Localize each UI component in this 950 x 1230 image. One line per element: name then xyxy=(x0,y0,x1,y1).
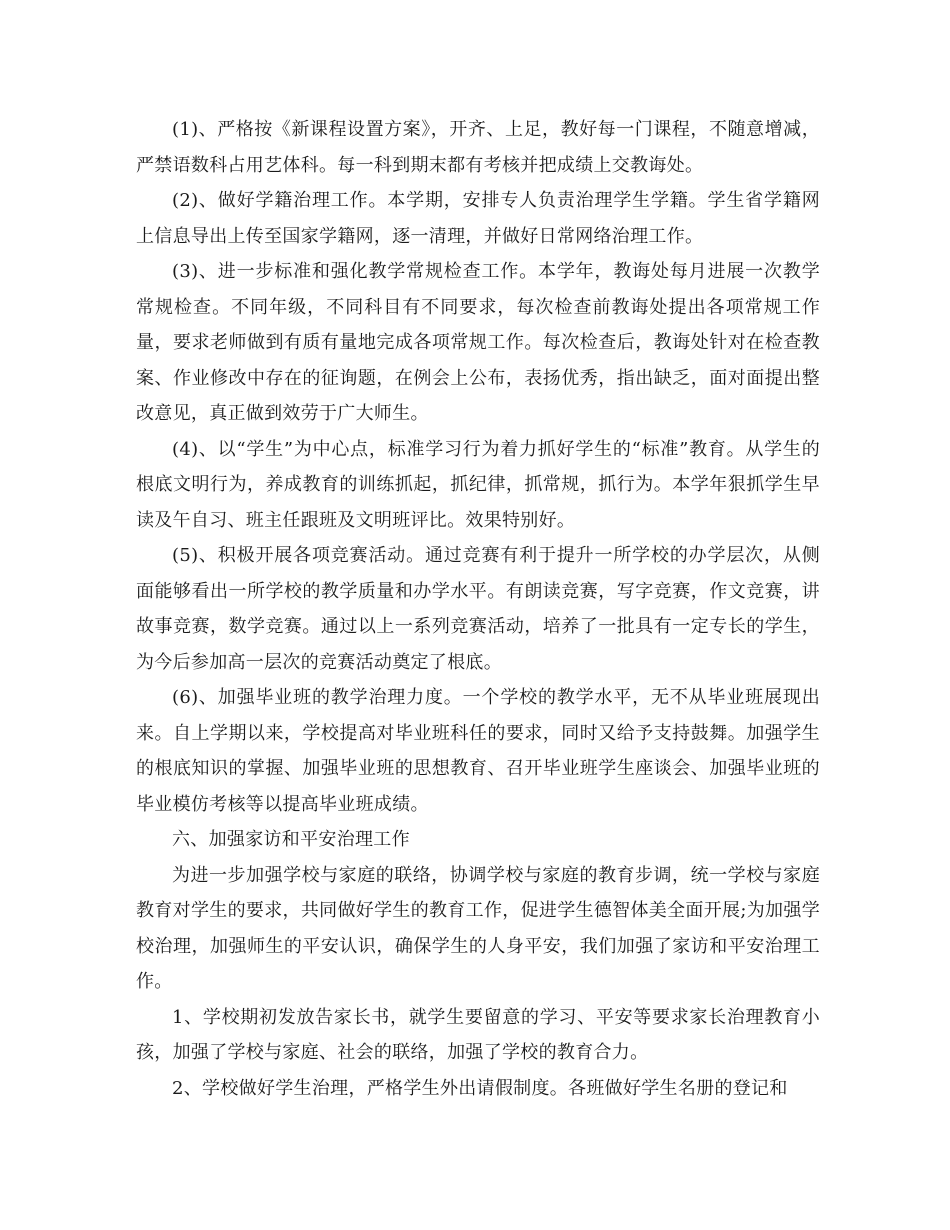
paragraph-item-6: (6)、加强毕业班的教学治理力度。一个学校的教学水平，无不从毕业班展现出来。自上学期以来，学校提高对毕业班科任的要求，同时又给予支持鼓舞。加强学生的根底知识的掌握、加强毕业班的思想教育、召开毕业班学生座谈会、加强毕业班的毕业模仿考核等以提高毕业班成绩。 xyxy=(136,687,820,815)
paragraph-item-2: (2)、做好学籍治理工作。本学期，安排专人负责治理学生学籍。学生省学籍网上信息导出上传至国家学籍网，逐一清理，并做好日常网络治理工作。 xyxy=(136,190,820,247)
paragraph-item-3: (3)、进一步标准和强化教学常规检查工作。本学年，教诲处每月进展一次教学常规检查。不同年级，不同科目有不同要求，每次检查前教诲处提出各项常规工作量，要求老师做到有质有量地完成各项常规工作。每次检查后，教诲处针对在检查教案、作业修改中存在的征询题，在例会上公布，表扬优秀，指出缺乏，面对面提出整改意见，真正做到效劳于广大师生。 xyxy=(136,261,820,424)
section-paragraph-2: 1、学校期初发放告家长书，就学生要留意的学习、平安等要求家长治理教育小孩，加强了学校与家庭、社会的联络，加强了学校的教育合力。 xyxy=(136,1006,820,1063)
section-paragraph-3: 2、学校做好学生治理，严格学生外出请假制度。各班做好学生名册的登记和 xyxy=(172,1077,788,1099)
paragraph-item-5: (5)、积极开展各项竞赛活动。通过竞赛有利于提升一所学校的办学层次，从侧面能够看出一所学校的教学质量和办学水平。有朗读竞赛，写字竞赛，作文竞赛，讲故事竞赛，数学竞赛。通过以上一系列竞赛活动，培养了一批具有一定专长的学生，为今后参加高一层次的竞赛活动奠定了根底。 xyxy=(136,545,820,673)
section-paragraph-1: 为进一步加强学校与家庭的联络，协调学校与家庭的教育步调，统一学校与家庭教育对学生的要求，共同做好学生的教育工作，促进学生德智体美全面开展;为加强学校治理，加强师生的平安认识，确保学生的人身平安，我们加强了家访和平安治理工作。 xyxy=(136,864,820,992)
document-body xyxy=(136,112,820,1106)
paragraph-item-4: (4)、以“学生”为中心点，标准学习行为着力抓好学生的“标准”教育。从学生的根底文明行为，养成教育的训练抓起，抓纪律，抓常规，抓行为。本学年狠抓学生早读及午自习、班主任跟班及文明班评比。效果特别好。 xyxy=(136,438,820,531)
paragraph-item-1: (1)、严格按《新课程设置方案》，开齐、上足，教好每一门课程，不随意增减，严禁语数科占用艺体科。每一科到期末都有考核并把成绩上交教诲处。 xyxy=(136,119,820,176)
section-heading: 六、加强家访和平安治理工作 xyxy=(172,829,410,850)
